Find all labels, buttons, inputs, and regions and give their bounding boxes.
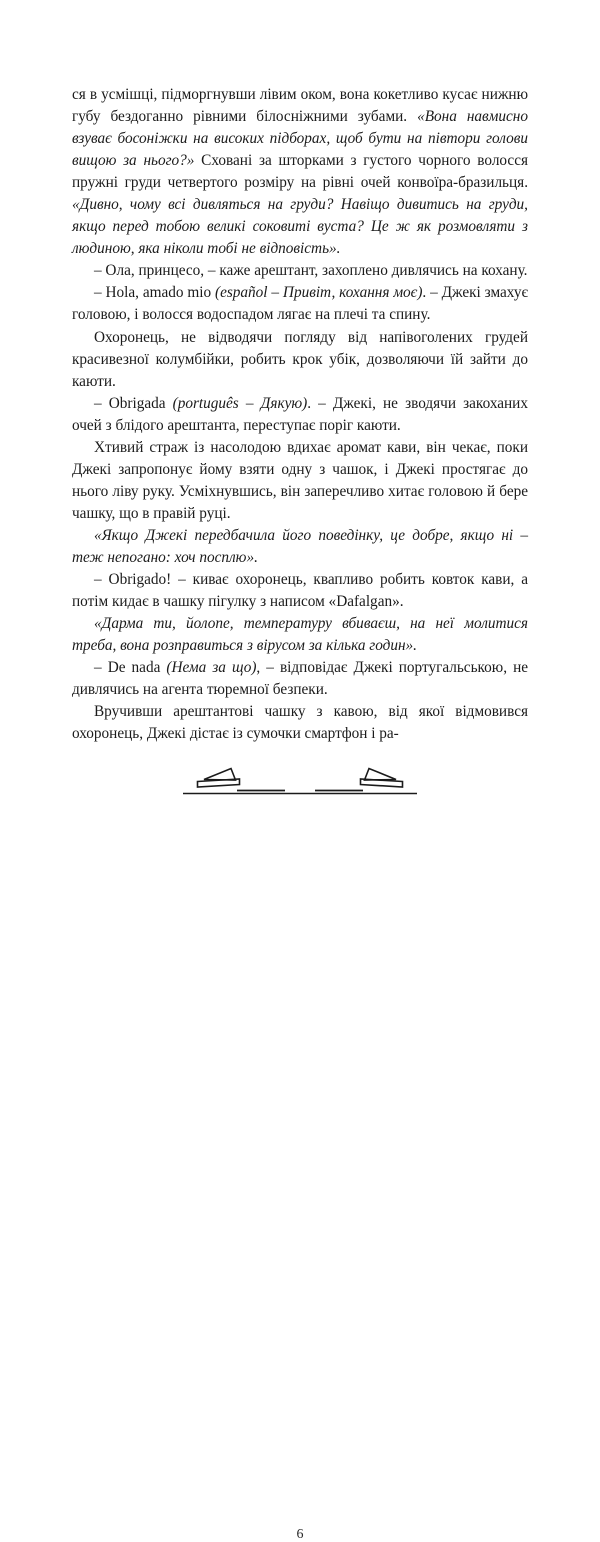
page-footer xyxy=(0,762,600,1542)
paragraph xyxy=(72,84,528,260)
paragraph xyxy=(72,657,528,701)
text-run: – De nada xyxy=(94,659,167,677)
paragraph xyxy=(72,437,528,525)
text-run: Хтивий страж із насолодою вдихає аромат кави, він чекає, поки Джекі запропонує йому взяти одну з чашок, і Джекі простягає до нього ліву руку. Усміхнувшись, він заперечливо хитає головою й бере чашку, що в правій руці. xyxy=(72,438,528,522)
text-run: – Ола, принцесо, – каже арештант, захоплено дивлячись на кохану. xyxy=(94,262,528,280)
paragraph xyxy=(72,327,528,393)
text-run: Охоронець, не відводячи погляду від напівоголених грудей красивезної колумбійки, робить крок убік, дозволяючи їй зайти до каюти. xyxy=(72,328,528,390)
paragraph xyxy=(72,282,528,326)
text-run: – Hola, amado mio xyxy=(94,284,216,302)
paragraph xyxy=(72,613,528,657)
body-text-column xyxy=(72,84,528,745)
text-run: – Obrigado! – киває охоронець, квапливо робить ковток кави, а потім кидає в чашку пігулку з написом «Dafalgan». xyxy=(72,571,528,611)
text-run: – Obrigada xyxy=(94,394,173,412)
text-run-italic: «Дивно, чому всі дивляться на груди? Навіщо дивитись на груди, якщо перед тобою великі соковиті вуста? Це ж як розмовляти з людиною, яка ніколи тобі не відповість». xyxy=(72,196,528,258)
text-run: Сховані за шторками з густого чорного волосся пружні груди четвертого розміру на рівні очей конвоїра-бразильця. xyxy=(72,152,528,192)
text-run-italic: (português – Дякую) xyxy=(172,394,308,412)
text-run-italic: «Якщо Джекі передбачила його поведінку, це добре, якщо ні – теж непогано: хоч посплю». xyxy=(72,526,528,566)
text-run: . – Джекі змахує головою, і волосся водоспадом лягає на плечі та спину. xyxy=(72,284,529,324)
left-pennant-icon xyxy=(198,769,240,788)
right-pennant-icon xyxy=(361,769,403,788)
paragraph xyxy=(72,569,528,613)
paragraph xyxy=(72,701,528,745)
double-pennant-rule-ornament xyxy=(175,762,425,808)
paragraph xyxy=(72,525,528,569)
paragraph xyxy=(72,393,528,437)
text-run-italic: (Нема за що) xyxy=(166,659,257,677)
paragraph xyxy=(72,260,528,282)
text-run-italic: «Вона навмисно взуває босоніжки на високих підборах, щоб бути на півтори голови вищою за нього?» xyxy=(72,108,528,170)
text-run: . – Джекі, не зводячи закоханих очей з блідого арештанта, переступає поріг каюти. xyxy=(72,394,528,434)
text-run: Вручивши арештантові чашку з кавою, від якої відмовився охоронець, Джекі дістає із сумочки смартфон і ра- xyxy=(72,703,528,743)
text-run: ся в усмішці, підморгнувши лівим оком, вона кокетливо кусає нижню губу бездоганно рівними білосніжними зубами. xyxy=(72,86,528,126)
page-number: 6 xyxy=(296,1527,304,1542)
text-run-italic: «Дарма ти, йолопе, температуру вбиваєш, на неї молитися треба, вона розправиться з вірусом за кілька годин». xyxy=(72,615,528,655)
text-run-italic: (español – Привіт, кохання моє) xyxy=(215,284,423,302)
text-run: , – відповідає Джекі португальською, не дивлячись на агента тюремної безпеки. xyxy=(72,659,529,699)
